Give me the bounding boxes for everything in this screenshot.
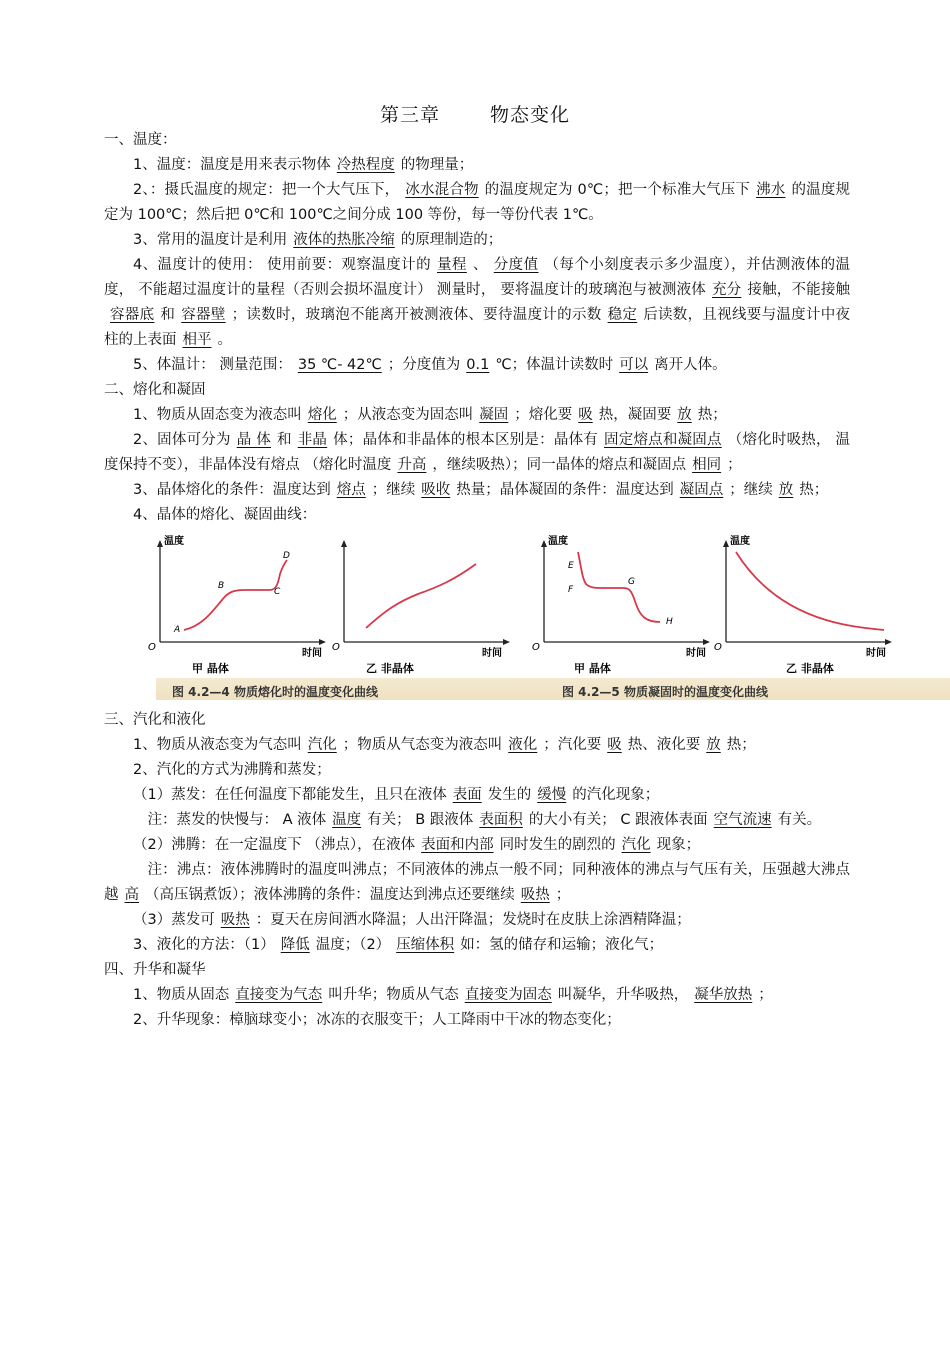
axis-label-time: 时间	[686, 648, 706, 659]
point-label: C	[274, 587, 281, 597]
graph-crystal-solidifying	[526, 532, 716, 682]
answer-blank: 35 ℃- 42℃	[297, 357, 382, 373]
answer-blank: 吸	[578, 407, 593, 423]
origin-label: O	[148, 642, 156, 653]
graph-label: 甲 晶体	[192, 662, 229, 675]
answer-blank: 吸收	[421, 482, 451, 498]
paragraph: 1、物质从固态变为液态叫 熔化 ；从液态变为固态叫 凝固 ；熔化要 吸 热，凝固要 放 热；	[133, 407, 727, 423]
answer-blank: 液体的热胀冷缩	[293, 232, 395, 248]
graph-amorphous-solidifying	[706, 532, 896, 682]
answer-blank: 充分	[711, 282, 742, 298]
paragraph: 5、体温计： 测量范围： 35 ℃- 42℃ ；分度值为 0.1 ℃；体温计读数时 可以 离开人体。	[133, 357, 727, 373]
answer-blank: 表面积	[479, 812, 523, 828]
answer-blank: 凝固点	[679, 482, 724, 498]
section-heading: 四、升华和凝华	[104, 962, 206, 978]
answer-blank: 凝固	[479, 407, 509, 423]
figure-caption: 图 4.2—5 物质凝固时的温度变化曲线	[562, 685, 768, 699]
answer-blank: 压缩体积	[396, 937, 455, 953]
answer-blank: 非晶	[297, 432, 328, 448]
section-heading: 三、汽化和液化	[104, 712, 206, 728]
answer-blank: 直接变为固态	[464, 987, 552, 1003]
curve	[578, 552, 660, 622]
answer-blank: 液化	[508, 737, 538, 753]
answer-blank: 晶 体	[236, 432, 271, 448]
answer-blank: 温度	[332, 812, 362, 828]
answer-blank: 缓慢	[537, 787, 567, 803]
paragraph: 注：蒸发的快慢与： A 液体 温度 有关； B 跟液体 表面积 的大小有关； C 跟液体表面 空气流速 有关。	[147, 812, 822, 828]
origin-label: O	[332, 642, 340, 653]
paragraph: 1、物质从固态 直接变为气态 叫升华；物质从气态 直接变为固态 叫凝华，升华吸热， 凝华放热 ；	[133, 987, 773, 1003]
answer-blank: 降低	[280, 937, 310, 953]
paragraph: 2、升华现象：樟脑球变小；冰冻的衣服变干；人工降雨中干冰的物态变化；	[133, 1012, 621, 1028]
section-heading: 二、熔化和凝固	[104, 382, 206, 398]
answer-blank: 稳定	[607, 307, 638, 323]
axis-label-time: 时间	[482, 648, 502, 659]
answer-blank: 吸热	[520, 887, 550, 903]
document-body	[104, 128, 886, 1033]
figure-caption: 图 4.2—4 物质熔化时的温度变化曲线	[172, 685, 378, 699]
graph-label: 甲 晶体	[574, 662, 611, 675]
paragraph: 3、液化的方法：（1） 降低 温度；（2） 压缩体积 如：氢的储存和运输；液化气；	[133, 937, 664, 953]
page-title	[0, 100, 950, 127]
curve-figures	[104, 532, 886, 704]
answer-blank: 空气流速	[713, 812, 772, 828]
paragraph: 4、温度计的使用： 使用前要：观察温度计的 量程 、 分度值 （每个小刻度表示多少温度），并估测液体的温度， 不能超过温度计的量程（否则会损坏温度计） 测量时， 要将温度计的玻璃泡与被测液体 充分 接触，不能接触容器底 和 容器壁 ；读数时，玻璃泡不能离开被测液体、要待温度计的示数 稳定 后读数，且视线要与温度计中夜柱的上表面 相平 。	[104, 257, 851, 348]
chapter-number: 第三章	[379, 104, 440, 126]
section-heading: 一、温度：	[104, 132, 177, 148]
paragraph: 2、：摄氏温度的规定：把一个大气压下， 冰水混合物 的温度规定为 0℃；把一个标准大气压下 沸水 的温度规定为 100℃；然后把 0℃和 100℃之间分成 100 等份，每一等份代表 1℃。	[104, 182, 851, 223]
curve	[736, 552, 884, 630]
chapter-name: 物态变化	[490, 104, 571, 126]
answer-blank: 相同	[692, 457, 722, 473]
answer-blank: 相平	[182, 332, 212, 348]
paragraph: （2）沸腾：在一定温度下 （沸点），在液体 表面和内部 同时发生的剧烈的 汽化 现象；	[133, 837, 701, 853]
answer-blank: 高	[124, 887, 139, 903]
axis-label-time: 时间	[302, 648, 322, 659]
answer-blank: 0.1	[466, 357, 490, 373]
answer-blank: 表面	[452, 787, 482, 803]
point-label: G	[628, 577, 635, 587]
answer-blank: 量程	[437, 257, 467, 273]
graph-crystal-melting	[142, 532, 332, 682]
axis-label-temperature: 温度	[730, 536, 750, 547]
answer-blank: 升高	[397, 457, 427, 473]
point-label: H	[666, 617, 673, 627]
answer-blank: 表面和内部	[421, 837, 494, 853]
answer-blank: 放	[677, 407, 692, 423]
answer-blank: 固定熔点和凝固点	[604, 432, 722, 448]
answer-blank: 可以	[619, 357, 649, 373]
origin-label: O	[714, 642, 722, 653]
paragraph: 1、温度：温度是用来表示物体 冷热程度 的物理量；	[133, 157, 474, 173]
answer-blank: 沸水	[756, 182, 786, 198]
answer-blank: 冷热程度	[336, 157, 395, 173]
paragraph: 1、物质从液态变为气态叫 汽化 ；物质从气态变为液态叫 液化 ；汽化要 吸 热、液化要 放 热；	[133, 737, 756, 753]
paragraph: 2、固体可分为 晶 体 和 非晶 体；晶体和非晶体的根本区别是：晶体有 固定熔点和凝固点 （熔化时吸热， 温度保持不变），非晶体没有熔点 （熔化时温度 升高 ，继续吸热）；同一晶体的熔点和凝固点 相同 ；	[104, 432, 851, 473]
paragraph: 注：沸点：液体沸腾时的温度叫沸点；不同液体的沸点一般不同；同种液体的沸点与气压有关，压强越大沸点越 高 （高压锅煮饭）；液体沸腾的条件：温度达到沸点还要继续 吸热 ；	[104, 862, 850, 903]
answer-blank: 放	[706, 737, 721, 753]
graph-label: 乙 非晶体	[786, 662, 834, 675]
answer-blank: 放	[778, 482, 794, 498]
point-label: A	[174, 625, 181, 635]
graph-amorphous-melting	[326, 532, 516, 682]
point-label: F	[568, 585, 574, 595]
curve	[184, 560, 287, 630]
answer-blank: 熔化	[307, 407, 337, 423]
paragraph: 2、汽化的方式为沸腾和蒸发；	[133, 762, 331, 778]
graph-label: 乙 非晶体	[366, 662, 414, 675]
answer-blank: 熔点	[336, 482, 366, 498]
answer-blank: 直接变为气态	[235, 987, 323, 1003]
paragraph: （1）蒸发：在任何温度下都能发生，且只在液体 表面 发生的 缓慢 的汽化现象；	[133, 787, 660, 803]
paragraph: 4、晶体的熔化、凝固曲线：	[133, 507, 317, 523]
paragraph: 3、晶体熔化的条件：温度达到 熔点 ；继续 吸收 热量；晶体凝固的条件：温度达到 凝固点 ；继续 放 热；	[133, 482, 829, 498]
answer-blank: 冰水混合物	[405, 182, 479, 198]
paragraph: 3、常用的温度计是利用 液体的热胀冷缩 的原理制造的；	[133, 232, 503, 248]
answer-blank: 吸热	[220, 912, 250, 928]
answer-blank: 吸	[607, 737, 622, 753]
curve	[366, 564, 476, 628]
axis-label-temperature: 温度	[164, 536, 184, 547]
answer-blank: 容器壁	[181, 307, 226, 323]
axis-label-time: 时间	[866, 648, 886, 659]
paragraph: （3）蒸发可 吸热 ：夏天在房间洒水降温；人出汗降温；发烧时在皮肤上涂酒精降温；	[133, 912, 691, 928]
answer-blank: 分度值	[493, 257, 539, 273]
origin-label: O	[532, 642, 540, 653]
answer-blank: 汽化	[307, 737, 337, 753]
point-label: D	[283, 551, 290, 561]
axis-label-temperature: 温度	[548, 536, 568, 547]
point-label: E	[568, 561, 574, 571]
point-label: B	[218, 581, 225, 591]
answer-blank: 容器底	[110, 307, 155, 323]
answer-blank: 汽化	[621, 837, 651, 853]
answer-blank: 凝华放热	[694, 987, 753, 1003]
